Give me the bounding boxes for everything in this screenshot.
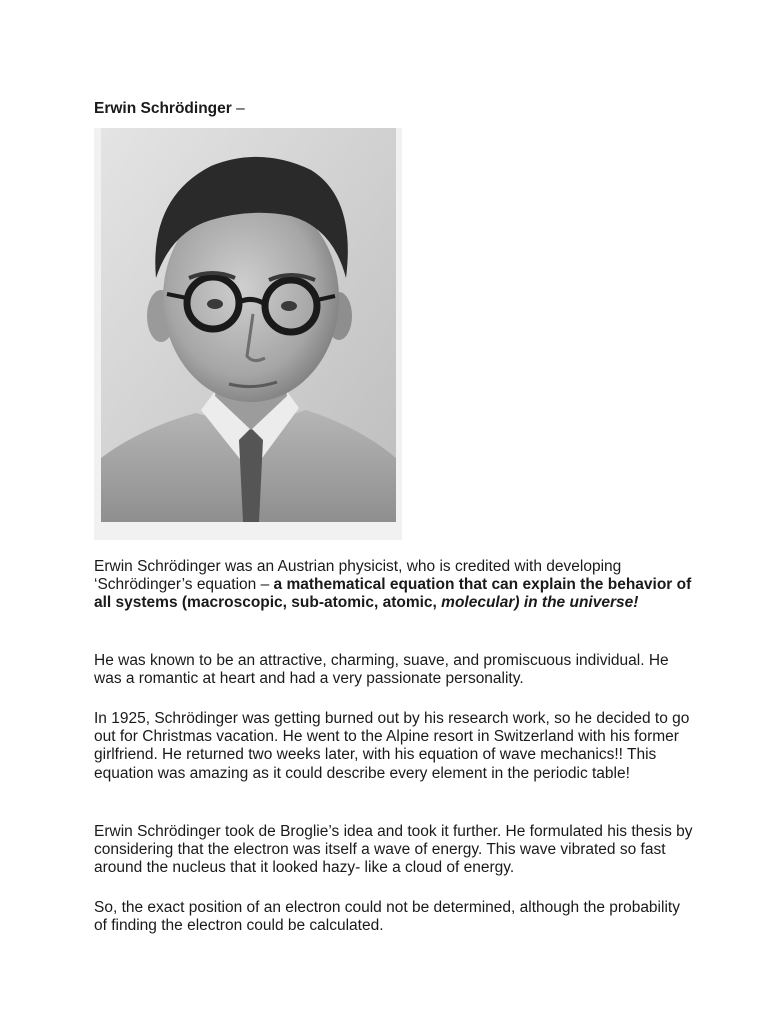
portrait-frame (94, 128, 402, 540)
paragraph-personality: He was known to be an attractive, charming, suave, and promiscuous individual. He was a romantic at heart and had a very passionate personality. (94, 652, 669, 688)
portrait-photo (101, 128, 396, 522)
paragraph-1925: In 1925, Schrödinger was getting burned out by his research work, so he decided to go out for Christmas vacation. He went to the Alpine resort in Switzerland with his former girlfriend. He returned two weeks later, with his equation of wave mechanics!! This equation was amazing as it could describe every element in the periodic table! (94, 710, 690, 782)
heading-dash: – (231, 100, 245, 117)
portrait-illustration (101, 128, 396, 522)
paragraph-intro (94, 558, 694, 613)
heading-name: Erwin Schrödinger (94, 100, 232, 117)
paragraph-probability: So, the exact position of an electron could not be determined, although the probability of finding the electron could be calculated. (94, 899, 680, 935)
intro-plain-text: Erwin Schrödinger was an Austrian physicist, who is credited with developing ‘Schrödinger’s equation – (94, 558, 622, 594)
intro-bold-text: a mathematical equation that can explain the behavior of all systems (macroscopic, sub-atomic, atomic, (94, 576, 692, 612)
paragraph-de-broglie: Erwin Schrödinger took de Broglie’s idea and took it further. He formulated his thesis by considering that the electron was itself a wave of energy. This wave vibrated so fast around the nucleus that it looked hazy- like a cloud of energy. (94, 823, 693, 877)
page-heading (94, 99, 245, 118)
intro-bold-italic-text: molecular) in the universe! (441, 594, 639, 612)
